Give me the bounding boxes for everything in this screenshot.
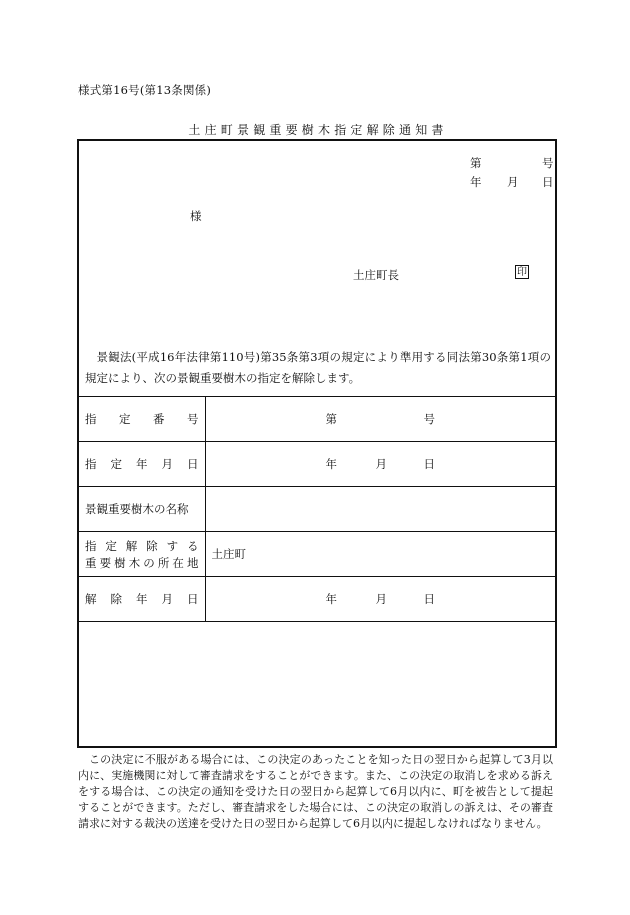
issue-date-year: 年 <box>470 175 482 189</box>
designation-number-value <box>205 397 557 442</box>
label-char: 月 <box>161 592 173 606</box>
notice-frame <box>77 139 557 748</box>
label-char: 除 <box>146 538 158 553</box>
tree-location-value <box>205 532 557 577</box>
table-row <box>77 532 557 577</box>
label-char: る <box>186 538 199 553</box>
issue-number-prefix: 第 <box>470 156 482 170</box>
appeal-footnote: この決定に不服がある場合には、この決定のあったことを知った日の翌日から起算して3月以内に、実施機関に対して審査請求をすることができます。また、この決定の取消しを求める訴えをする場合は、この決定の通知を受けた日の翌日から起算して6月以内に、町を被告として提起することができます。ただし、審査請求をした場合には、この決定の取消しの訴えは、その審査請求に対する裁決の送達を受けた日の翌日から起算して6月以内に提起しなければなりません。 <box>78 753 553 830</box>
label-char: 日 <box>187 592 199 606</box>
label-char: 年 <box>136 457 148 471</box>
designation-date-year: 年 <box>325 457 337 471</box>
issue-number-suffix: 号 <box>542 156 554 170</box>
recipient-honorific: 様 <box>190 209 202 223</box>
designation-number-suffix: 号 <box>423 412 435 426</box>
table-row <box>77 577 557 622</box>
designation-date-value <box>205 442 557 487</box>
label-char: す <box>166 538 179 553</box>
label-char: 要 <box>99 555 112 570</box>
label-char: 定 <box>119 412 131 426</box>
tree-location-town: 土庄町 <box>211 547 246 561</box>
label-char: 指 <box>85 412 97 426</box>
tree-name-label: 景観重要樹木の名称 <box>77 487 205 532</box>
designation-date-day: 日 <box>423 457 435 471</box>
form-number: 様式第16号(第13条関係) <box>78 83 212 97</box>
label-char: の <box>143 555 155 570</box>
label-char: 解 <box>125 538 138 553</box>
tree-name-value <box>205 487 557 532</box>
cancellation-date-year: 年 <box>325 592 337 606</box>
document-title: 土庄町景観重要樹木指定解除通知書 <box>188 123 448 137</box>
label-char: 在 <box>172 555 184 570</box>
label-char: 定 <box>105 538 117 553</box>
tree-location-label <box>77 532 205 577</box>
designation-date-label <box>77 442 205 487</box>
label-char: 定 <box>110 457 122 471</box>
seal-mark: 印 <box>517 267 527 278</box>
label-char: 除 <box>110 592 122 606</box>
cancellation-date-value <box>205 577 557 622</box>
label-char: 月 <box>161 457 173 471</box>
label-char: 号 <box>187 412 199 426</box>
label-char: 指 <box>85 457 97 471</box>
issuer-title: 土庄町長 <box>353 268 399 282</box>
designation-number-label <box>77 397 205 442</box>
table-row <box>77 442 557 487</box>
designation-date-month: 月 <box>375 457 387 471</box>
designation-number-prefix: 第 <box>325 412 337 426</box>
issue-date-month: 月 <box>507 175 519 189</box>
label-char: 解 <box>85 592 97 606</box>
label-char: 木 <box>128 555 141 570</box>
label-char: 地 <box>186 555 199 570</box>
label-char: 所 <box>157 555 170 570</box>
label-char: 指 <box>85 538 97 553</box>
label-char: 番 <box>153 412 165 426</box>
cancellation-date-month: 月 <box>375 592 387 606</box>
label-char: 樹 <box>114 555 126 570</box>
notice-body-text: 景観法(平成16年法律第110号)第35条第3項の規定により準用する同法第30条第1項の規定により、次の景観重要樹木の指定を解除します。 <box>85 350 551 385</box>
cancellation-date-label <box>77 577 205 622</box>
cancellation-date-day: 日 <box>423 592 435 606</box>
issue-date-day: 日 <box>542 175 554 189</box>
details-table <box>77 396 557 622</box>
table-row <box>77 487 557 532</box>
label-char: 日 <box>187 457 199 471</box>
table-row <box>77 397 557 442</box>
label-char: 重 <box>85 555 97 570</box>
label-char: 年 <box>136 592 148 606</box>
